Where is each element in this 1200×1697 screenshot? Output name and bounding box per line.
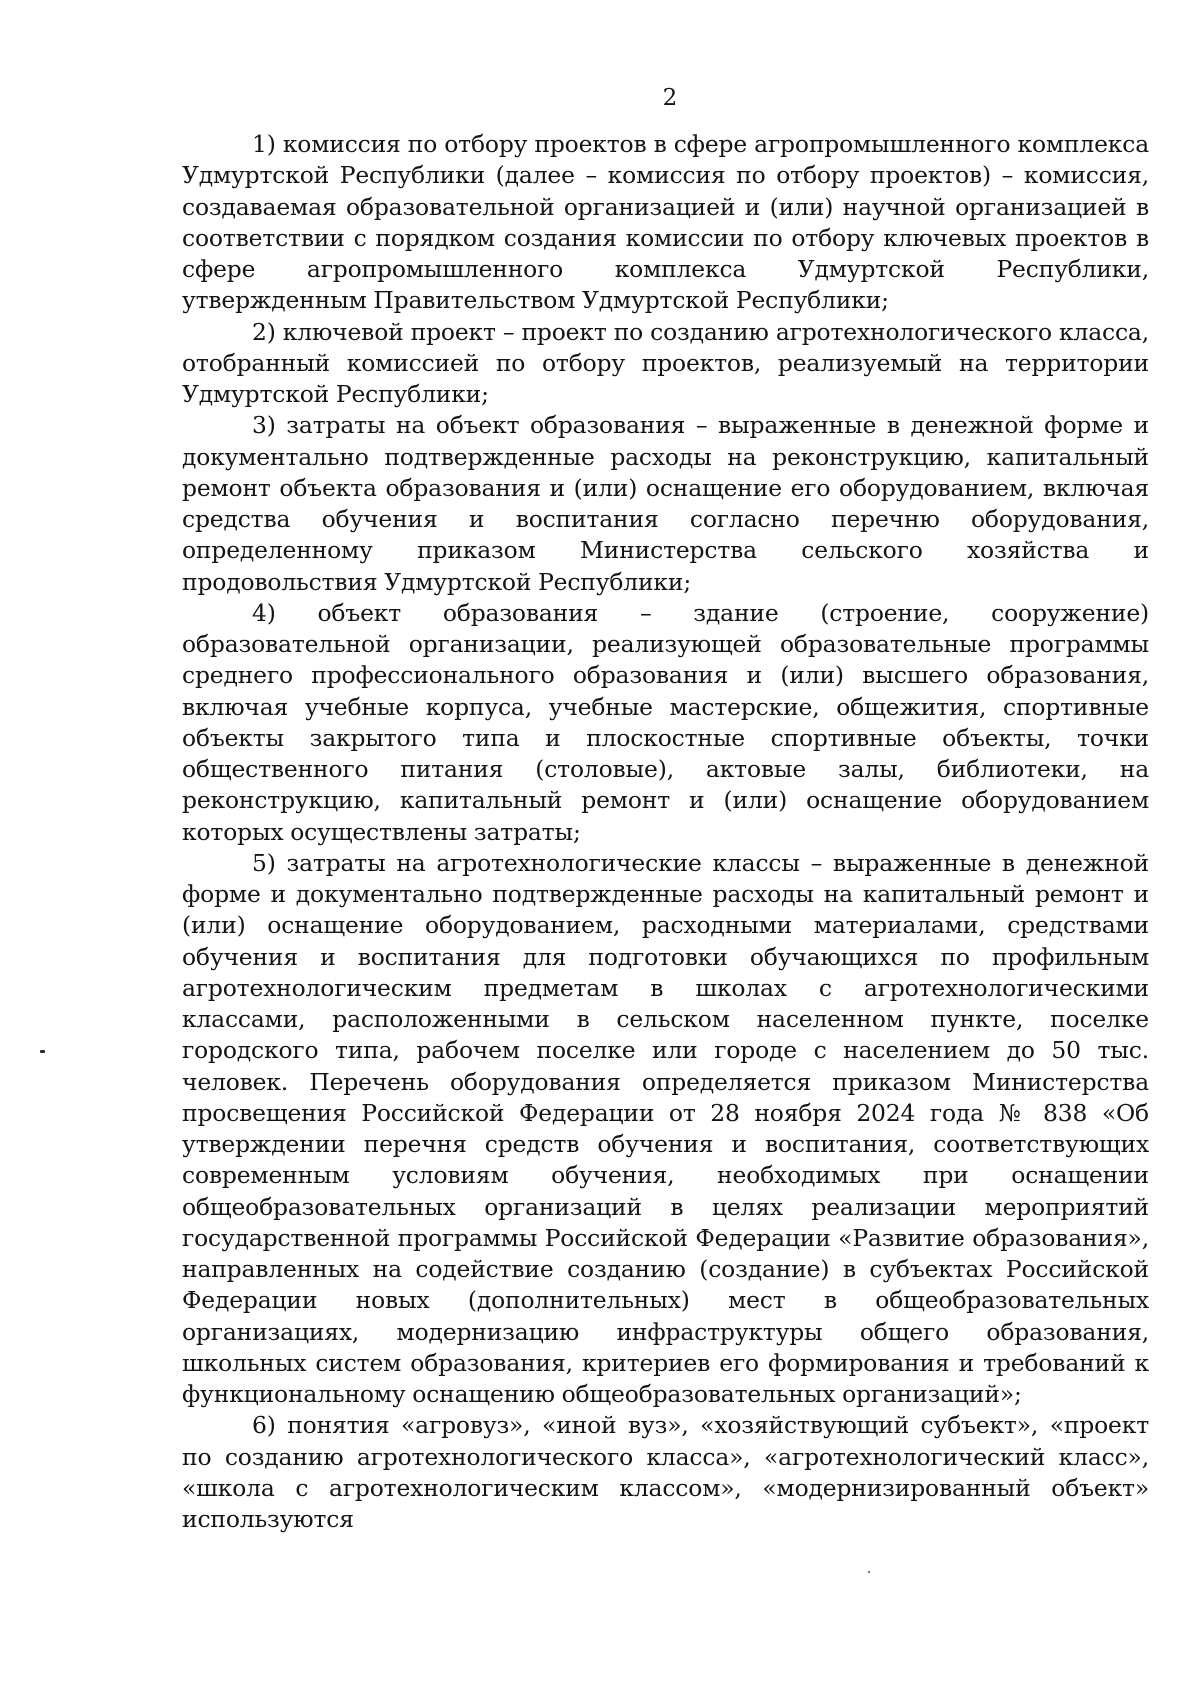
paragraph-2: 2) ключевой проект – проект по созданию агротехнологического класса, отобранный комиссией по отбору проектов, реализуемый на территории Удмуртской Республики;	[182, 317, 1149, 408]
paragraph-4: 4) объект образования – здание (строение, сооружение) образовательной организации, реализующей образовательные программы среднего профессионального образования и (или) высшего образования, включая учебные корпуса, учебные мастерские, общежития, спортивные объекты закрытого типа и плоскостные спортивные объекты, точки общественного питания (столовые), актовые залы, библиотеки, на реконструкцию, капитальный ремонт и (или) оснащение оборудованием которых осуществлены затраты;	[182, 598, 1149, 846]
scan-speck-small	[868, 1571, 870, 1573]
document-body	[182, 129, 1149, 1535]
paragraph-3: 3) затраты на объект образования – выраженные в денежной форме и документально подтвержденные расходы на реконструкцию, капитальный ремонт объекта образования и (или) оснащение его оборудованием, включая средства обучения и воспитания согласно перечню оборудования, определенному приказом Министерства сельского хозяйства и продовольствия Удмуртской Республики;	[182, 411, 1149, 596]
paragraph-6: 6) понятия «агровуз», «иной вуз», «хозяйствующий субъект», «проект по созданию агротехнологического класса», «агротехнологический класс», «школа с агротехнологическим классом», «модернизированный объект» используются	[182, 1411, 1149, 1533]
scan-speck	[40, 1050, 45, 1053]
paragraph-1: 1) комиссия по отбору проектов в сфере агропромышленного комплекса Удмуртской Республики (далее – комиссия по отбору проектов) – комиссия, создаваемая образовательной организацией и (или) научной организацией в соответствии с порядком создания комиссии по отбору ключевых проектов в сфере агропромышленного комплекса Удмуртской Республики, утвержденным Правительством Удмуртской Республики;	[182, 130, 1149, 315]
page-number: 2	[662, 85, 678, 111]
paragraph-5: 5) затраты на агротехнологические классы – выраженные в денежной форме и документально подтвержденные расходы на капитальный ремонт и (или) оснащение оборудованием, расходными материалами, средствами обучения и воспитания для подготовки обучающихся по профильным агротехнологическим предметам в школах с агротехнологическими классами, расположенными в сельском населенном пункте, поселке городского типа, рабочем поселке или городе с населением до 50 тыс. человек. Перечень оборудования определяется приказом Министерства просвещения Российской Федерации от 28 ноября 2024 года № 838 «Об утверждении перечня средств обучения и воспитания, соответствующих современным условиям обучения, необходимых при оснащении общеобразовательных организаций в целях реализации мероприятий государственной программы Российской Федерации «Развитие образования», направленных на содействие созданию (создание) в субъектах Российской Федерации новых (дополнительных) мест в общеобразовательных организациях, модернизацию инфраструктуры общего образования, школьных систем образования, критериев его формирования и требований к функциональному оснащению общеобразовательных организаций»;	[182, 848, 1149, 1408]
